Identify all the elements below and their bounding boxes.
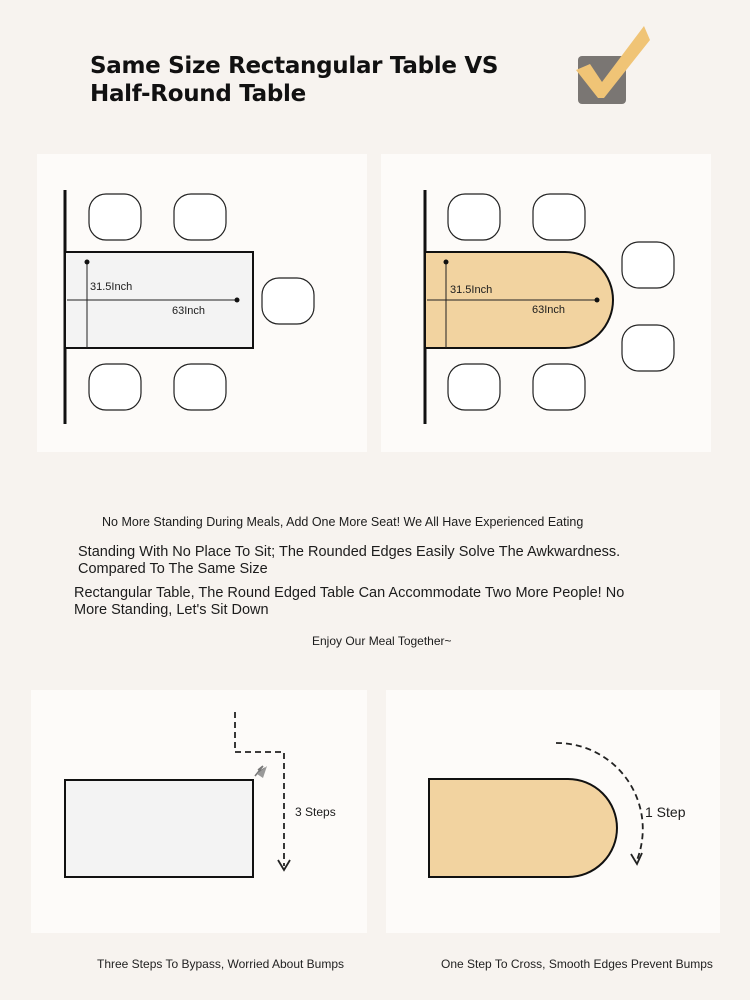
steps-label: 1 Step xyxy=(645,804,686,820)
chair xyxy=(622,325,674,371)
width-label: 31.5Inch xyxy=(90,281,133,293)
description-line-1: No More Standing During Meals, Add One More Seat! We All Have Experienced Eating xyxy=(102,515,584,529)
rect-table-diagram xyxy=(37,154,367,452)
chair xyxy=(174,364,226,410)
chair xyxy=(448,194,500,240)
chair xyxy=(533,194,585,240)
description-line-3b: More Standing, Let's Sit Down xyxy=(74,602,269,618)
length-label: 63Inch xyxy=(172,305,206,317)
description-line-2 xyxy=(78,544,678,578)
title-line-1: Same Size Rectangular Table VS xyxy=(90,53,499,79)
width-label: 31.5Inch xyxy=(450,284,493,296)
length-label: 63Inch xyxy=(532,304,566,316)
chair xyxy=(262,278,314,324)
description-line-2a: Standing With No Place To Sit; The Rounded Edges Easily Solve The Awkwardness. xyxy=(78,544,621,560)
description-line-2b: Compared To The Same Size xyxy=(78,561,268,577)
caption-right: One Step To Cross, Smooth Edges Prevent Bumps xyxy=(441,957,713,971)
half-round-table-diagram xyxy=(381,154,711,452)
page-title xyxy=(90,52,510,108)
chair xyxy=(89,364,141,410)
steps-label: 3 Steps xyxy=(295,805,336,819)
chair xyxy=(174,194,226,240)
half-round-table xyxy=(429,779,617,877)
checkmark-checkbox-icon xyxy=(572,24,652,108)
chair xyxy=(448,364,500,410)
rectangular-table xyxy=(65,780,253,877)
description-line-3a: Rectangular Table, The Round Edged Table Can Accommodate Two More People! No xyxy=(74,585,625,601)
caption-left: Three Steps To Bypass, Worried About Bumps xyxy=(97,957,345,971)
title-line-2: Half-Round Table xyxy=(90,81,306,107)
chair xyxy=(533,364,585,410)
description-line-4: Enjoy Our Meal Together~ xyxy=(312,634,452,648)
chair xyxy=(89,194,141,240)
description-line-3 xyxy=(74,585,674,619)
chair xyxy=(622,242,674,288)
